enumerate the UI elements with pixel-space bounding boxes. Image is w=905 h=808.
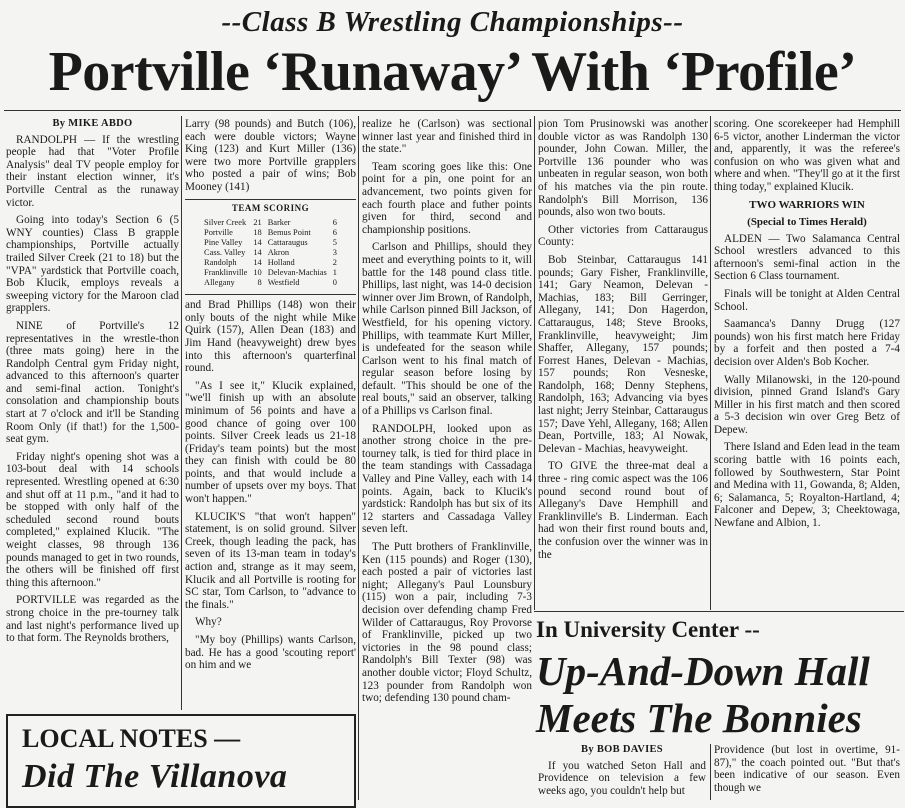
paragraph: pion Tom Prusinowski was another double victor as was Randolph 130 pounder, John Cowan. Miller, the Portville 136 pounder who was unbeaten in regular season, won both of his matches via the pin route. Randolph's Bill Morrison, 136 pounds, also won two bouts. — [538, 118, 708, 219]
team-scoring-table — [201, 218, 340, 288]
column-1 — [6, 118, 179, 712]
local-notes-headline: Did The Villanova — [22, 758, 288, 795]
university-column-b — [714, 744, 900, 800]
table-row: Cass. Valley 14 Akron 3 — [204, 248, 337, 258]
table-row: Randolph 14 Holland 2 — [204, 258, 337, 268]
paragraph: If you watched Seton Hall and Providence on television a few weeks ago, you couldn't help but — [538, 759, 706, 797]
column-4 — [538, 118, 708, 610]
paragraph: There Island and Eden lead in the team scoring battle with 16 points each, followed by Southwestern, Star Point and Medina with 11, Gowanda, 8; Alden, 6; Salamanca, 5; Royalton-Hartland, 4; Falconer and Depew, 3; Cheektowaga, Newfane and Albion, 1. — [714, 441, 900, 530]
column-2 — [185, 118, 356, 712]
university-headline: Up-And-Down Hall Meets The Bonnies — [536, 648, 870, 741]
box-rule — [185, 294, 356, 295]
kicker: --Class B Wrestling Championships-- — [221, 6, 684, 38]
university-column-a — [538, 744, 706, 800]
paragraph: PORTVILLE was regarded as the strong choice in the pre-tourney talk and last night's performance lived up to that form. The Reynolds brothers, — [6, 594, 179, 645]
paragraph: Providence (but lost in overtime, 91-87)," the coach pointed out. "But that's been indicative of our season. Even though we — [714, 744, 900, 794]
university-byline: By BOB DAVIES — [581, 744, 663, 755]
paragraph: and Brad Phillips (148) won their only bouts of the night while Mike Quirk (157), Allen Dean (183) and Jim Hand (heavyweight) drew byes into this afternoon's quarterfinal round. — [185, 299, 356, 375]
table-row: Franklinville 10 Delevan-Machias 1 — [204, 268, 337, 278]
paragraph: TO GIVE the three-mat deal a three - ring comic aspect was the 106 pound second round bout of Allegany's Dave Hemphill and Franklinville's B. Linderman. Each had won their first round bouts and, the confusion over the winner was in the — [538, 460, 708, 561]
university-kicker: In University Center -- — [536, 617, 760, 642]
paragraph: Finals will be tonight at Alden Central School. — [714, 287, 900, 313]
paragraph: Carlson and Phillips, should they meet and everything points to it, will battle for the 148 pound class title. Phillips, last night, was 14-0 decision winner over Jim Brown, of Randolph, while Carlson pinned Bill Jackson, of Westfield, for his opening victory. Phillips, with teammate Kurt Miller, is undefeated for the season while Carlson went to his final match of regular season before losing by default. "This should be one of the real bouts," said an observer, talking of a Phillips vs Carlson final. — [362, 241, 532, 418]
paragraph: Larry (98 pounds) and Butch (106), each were double victors; Wayne King (123) and Kurt Miller (136) were two more Portville grapplers who posted a pair of wins; Bob Mooney (141) — [185, 118, 356, 193]
column-3 — [362, 118, 532, 800]
two-warriors-subtitle: (Special to Times Herald) — [747, 215, 867, 228]
table-row: Silver Creek 21 Barker 6 — [204, 218, 337, 228]
local-notes-title: LOCAL NOTES — — [22, 724, 241, 753]
two-warriors-title: TWO WARRIORS WIN — [749, 198, 865, 211]
headline: Portville ‘Runaway’ With ‘Profile’ — [48, 41, 857, 103]
paragraph: realize he (Carlson) was sectional winner last year and finished third in the state." — [362, 118, 532, 156]
paragraph: Friday night's opening shot was a 103-bout deal with 14 schools represented. Wrestling opened at 6:30 and shut off at 11 p.m., "and it had to be stopped with only half of the scheduled second round bouts completed," explained Klucik. "The weight classes, 98 through 136 pounds managed to get in two rounds, the others will be finished off first thing this afternoon." — [6, 450, 179, 589]
paragraph: RANDOLPH — If the wrestling people had that "Voter Profile Analysis" deal TV people employ for their instant election winner, it's Portville Central as the runaway victor. — [6, 133, 179, 209]
paragraph: Wally Milanowski, in the 120-pound division, pinned Grand Island's Gary Miller in his first match and then scored a 5-3 decision win over Greg Betz of Depew. — [714, 373, 900, 436]
column-rule — [710, 744, 711, 800]
column-rule — [358, 116, 359, 800]
headline-rule — [4, 110, 901, 111]
paragraph: Saamanca's Danny Drugg (127 pounds) won his first match here Friday by a forfeit and then posted a 7-4 decision over Alden's Bob Kocher. — [714, 318, 900, 368]
paragraph: Going into today's Section 6 (5 WNY counties) Class B grapple championships, Portville actually trailed Silver Creek (21 to 18) but the "VPA" yardstick that Portville coach, Bob Klucik, employs reveals a sweeping victory for the Maroon clad grapplers. — [6, 214, 179, 315]
box-rule — [185, 199, 356, 200]
paragraph: Why? — [195, 616, 222, 629]
column-rule — [710, 116, 711, 610]
paragraph: NINE of Portville's 12 representatives in the wrestle-thon (three mats going) here in the Randolph Central gym Friday night, advanced to this afternoon's quarter and semi-final action. Tonight's consolation and championship bouts start at 7 o'clock and it'll be Standing Room Only (if that!) for the 1,500-seat gym. — [6, 319, 179, 446]
paragraph: scoring. One scorekeeper had Hemphill 6-5 victor, another Linderman the victor and, apparently, it was the referee's confusion on who was given what and where and when. "They'll go at it the first thing today," explained Klucik. — [714, 118, 900, 193]
team-scoring-title: TEAM SCORING — [231, 202, 310, 213]
paragraph: ALDEN — Two Salamanca Central School wrestlers advanced to this afternoon's semi-final action in the Section 6 Class tournament. — [714, 232, 900, 283]
column-rule — [534, 116, 535, 610]
local-notes-box — [6, 714, 356, 808]
paragraph: Team scoring goes like this: One point for a pin, one point for an advancement, two points given for each fourth place and futher points given for third, second and championship positions. — [362, 160, 532, 236]
table-row: Portville 18 Bemus Point 6 — [204, 228, 337, 238]
paragraph: The Putt brothers of Franklinville, Ken (115 pounds) and Roger (130), each posted a pair of victories last night; Allegany's Paul Lounsbury (115) won a pair, including 7-3 decision over defending champ Fred Wilder of Cattaraugus, Roy Provorse of Franklinville, picked up two victories in the 98 pound class; Randolph's Bill Texter (98) was another double victor; Floyd Schultz, 123 pounder from Randolph won two; defending 130 pound cham- — [362, 541, 532, 705]
paragraph: "As I see it," Klucik explained, "we'll finish up with an absolute minimum of 56 points and have a good chance of going over 100 points. Silver Creek leads us 21-18 (Friday's team points) but the most they can finish with could be 80 points, and that would include a number of upsets over my boys. That won't happen." — [185, 379, 356, 506]
paragraph: KLUCIK'S "that won't happen" statement, is on solid ground. Silver Creek, though leading the pack, has seven of its 13-man team in today's action and, strange as it may seem, Klucik and all Portville is rooting for SC star, Tom Carlson, to "advance to the finals." — [185, 510, 356, 611]
story-rule — [534, 611, 904, 612]
paragraph: Bob Steinbar, Cattaraugus 141 pounds; Gary Fisher, Franklinville, 141; Gary Neamon, Delevan - Machias, 183; Bill Gerringer, Allegany, 141; Don Hagerdon, Cattaraugus, 148; Steve Brooks, Franklinville, heavyweight; Jim Shaffer, Allegany, 157 pounds; Forrest Hanes, Delevan - Machias, 157 pounds; Ron Vesneske, Randolph, 168; Denny Stephens, Randolph, 163; Advancing via byes last night; Jerry Steinbar, Cattaraugus 157; Dave Yehl, Allegany, 168; Allen Dean, Portville, 183; Al Nowak, Delevan - Machias, heavyweight. — [538, 253, 708, 455]
paragraph: RANDOLPH, looked upon as another strong choice in the pre-tourney talk, is tied for third place in the team standings with Cassadaga Valley and Pine Valley, each with 14 points. Again, back to Klucik's yardstick: Randolph has but six of its 12 starters and Cassadaga Valley seven left. — [362, 422, 532, 536]
paragraph: "My boy (Phillips) wants Carlson, bad. He has a good 'scouting report' on him and we — [185, 634, 356, 672]
table-row: Pine Valley 14 Cattaraugus 5 — [204, 238, 337, 248]
paragraph: Other victories from Cattaraugus County: — [538, 223, 708, 249]
byline: By MIKE ABDO — [52, 118, 133, 129]
column-rule — [181, 116, 182, 710]
table-row: Allegany 8 Westfield 0 — [204, 278, 337, 288]
column-5 — [714, 118, 900, 610]
